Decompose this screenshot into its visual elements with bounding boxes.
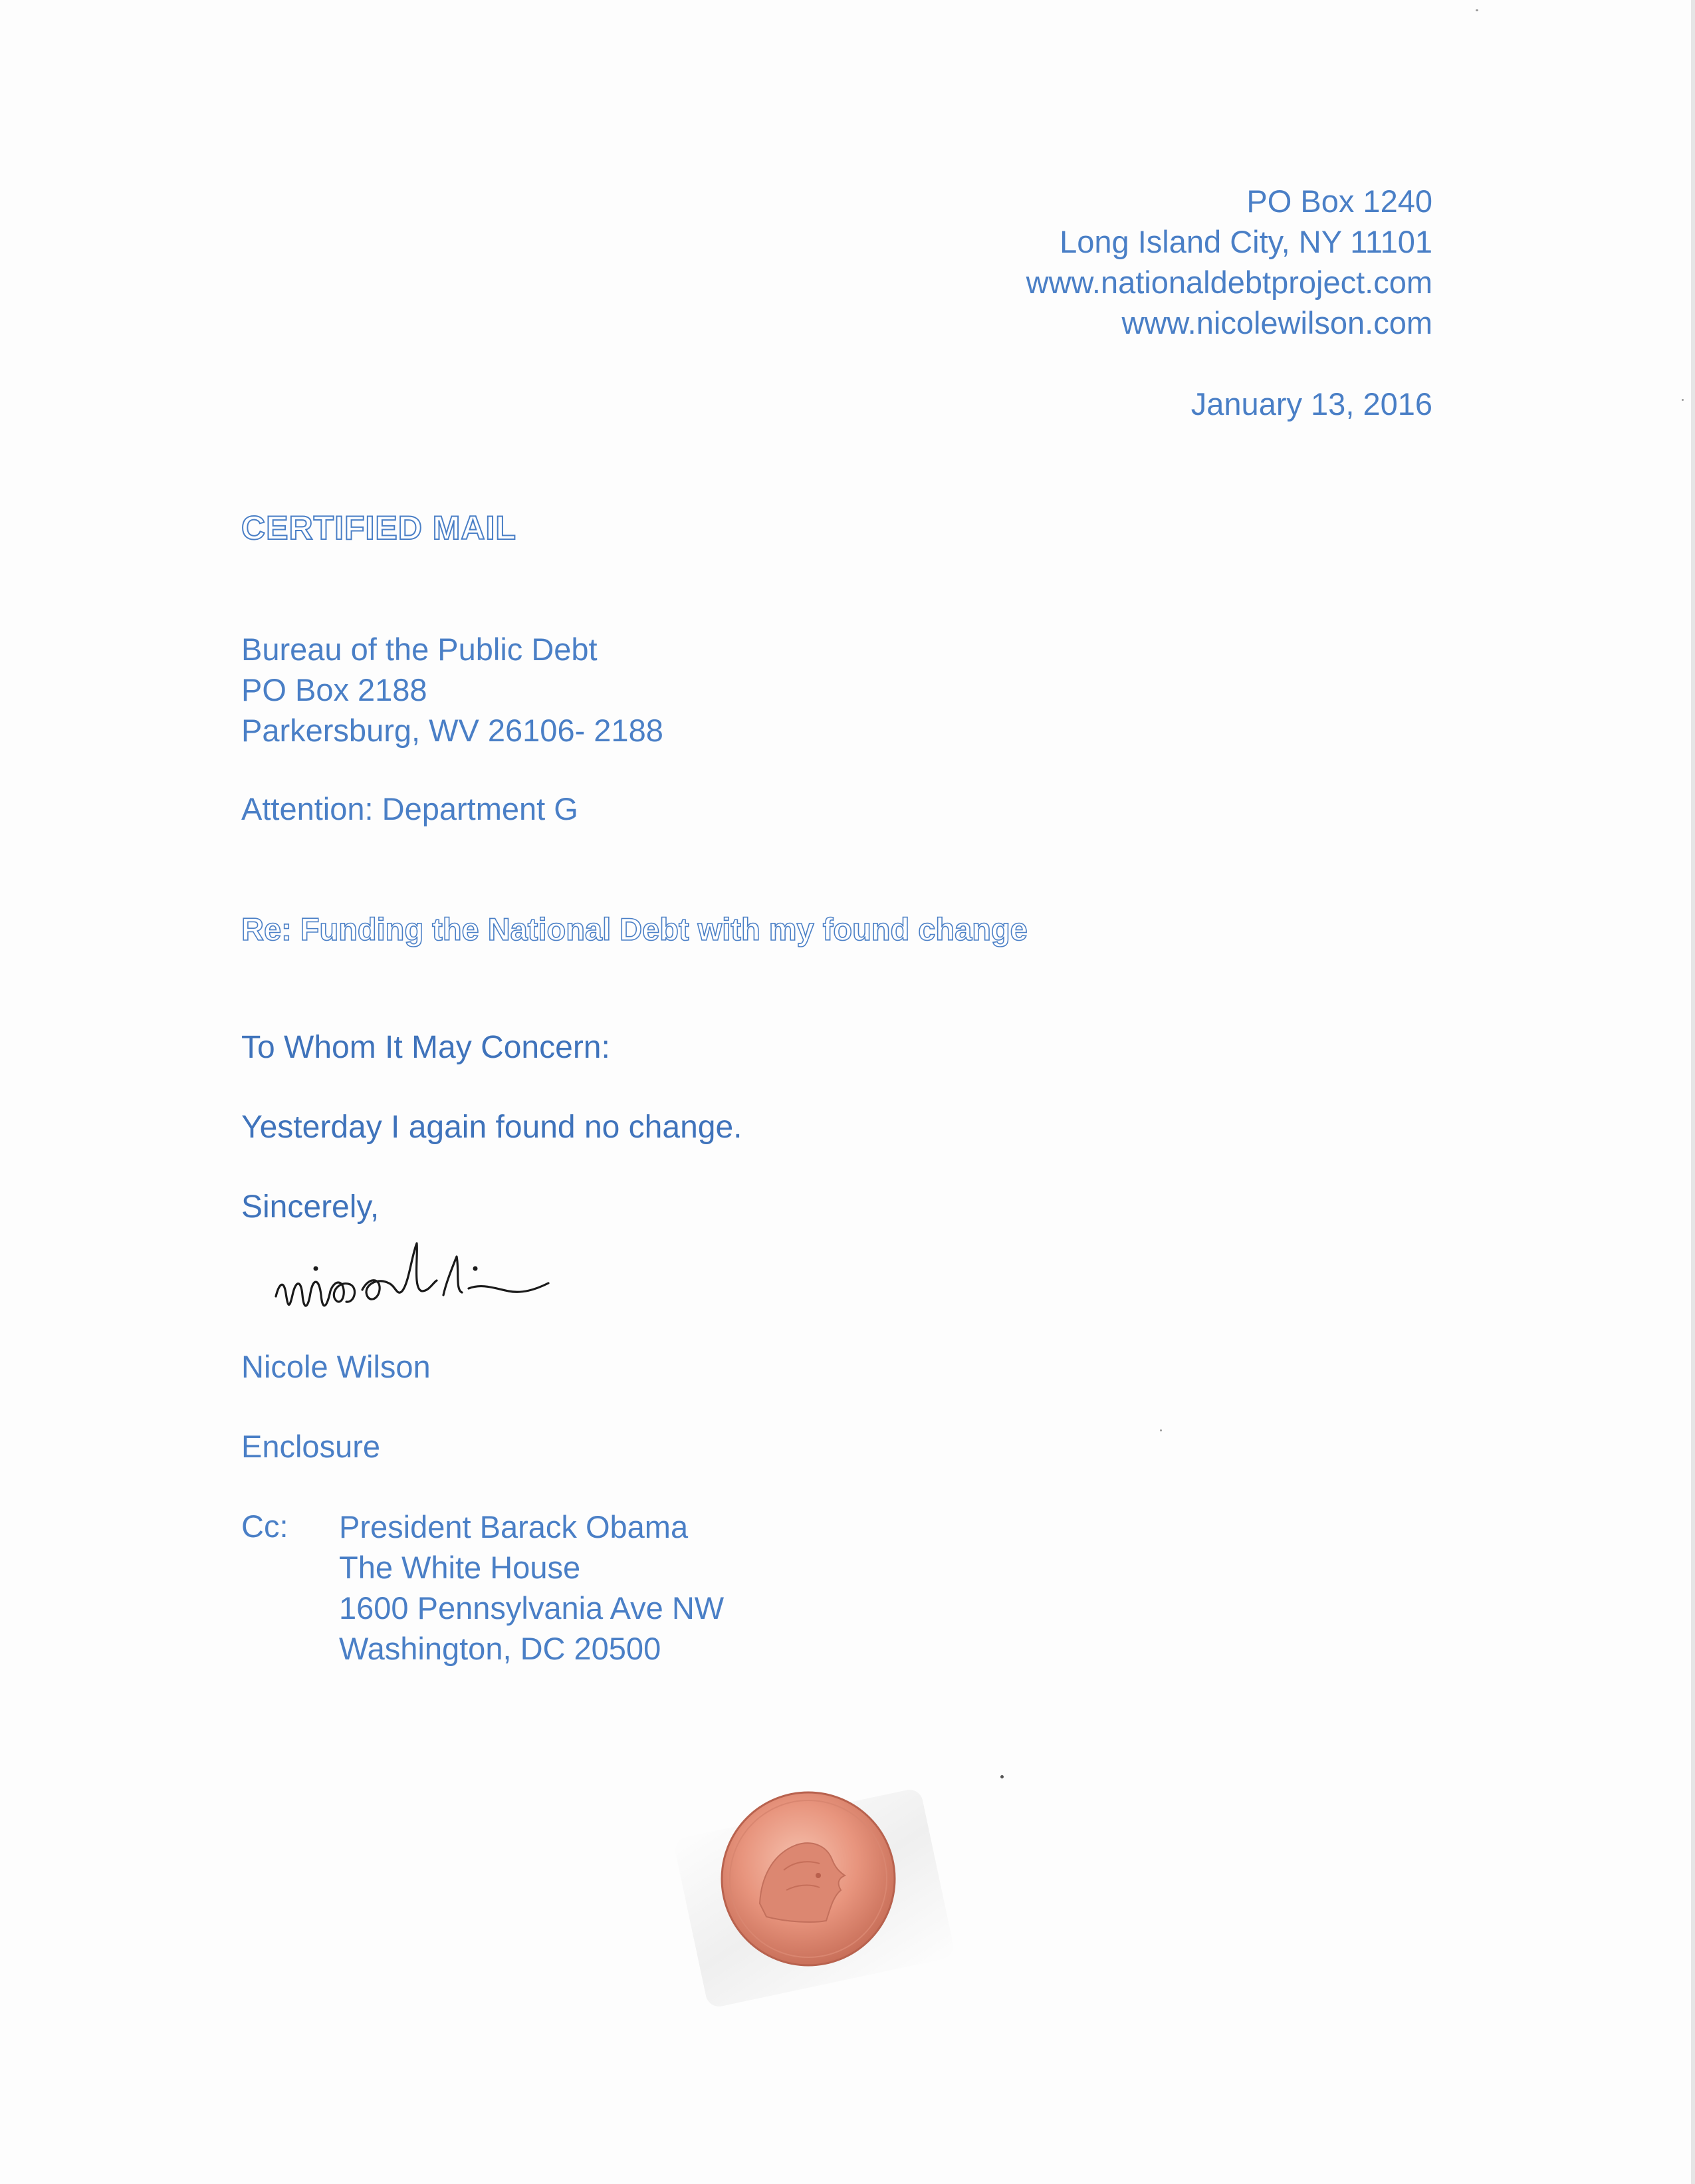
cc-address-line: 1600 Pennsylvania Ave NW (339, 1590, 725, 1626)
enclosure-note: Enclosure (241, 1429, 380, 1464)
handwritten-signature (269, 1217, 628, 1336)
salutation: To Whom It May Concern: (241, 1030, 610, 1065)
page-edge (1691, 0, 1695, 2184)
body-paragraph: Yesterday I again found no change. (241, 1110, 742, 1145)
sender-website-link: www.nationaldebtproject.com (1026, 265, 1432, 300)
recipient-address-line: Parkersburg, WV 26106- 2188 (241, 713, 663, 748)
subject-line: Re: Funding the National Debt with my found change (241, 911, 1028, 947)
attention-line: Attention: Department G (241, 791, 578, 826)
penny-coin (720, 1790, 897, 1967)
letter-date: January 13, 2016 (1190, 386, 1432, 422)
scan-speck (1000, 1775, 1004, 1778)
closing: Sincerely, (241, 1189, 380, 1225)
scan-speck (1476, 9, 1478, 11)
signer-name: Nicole Wilson (241, 1349, 431, 1384)
sender-address-line: Long Island City, NY 11101 (1060, 224, 1432, 259)
recipient-address-line: Bureau of the Public Debt (241, 632, 598, 667)
scan-speck (1682, 399, 1684, 401)
cc-address-line: The White House (339, 1550, 581, 1585)
sender-address (1026, 181, 1432, 343)
cc-address (339, 1507, 724, 1669)
sender-address-line: PO Box 1240 (1246, 183, 1432, 219)
recipient-address-line: PO Box 2188 (241, 672, 427, 707)
scan-speck (1160, 1429, 1162, 1431)
sender-website-link: www.nicolewilson.com (1121, 305, 1432, 340)
cc-label: Cc: (241, 1509, 288, 1544)
cc-address-line: Washington, DC 20500 (339, 1631, 661, 1666)
cc-address-line: President Barack Obama (339, 1509, 689, 1544)
certified-mail-heading: CERTIFIED MAIL (241, 509, 516, 546)
recipient-address (241, 629, 663, 751)
